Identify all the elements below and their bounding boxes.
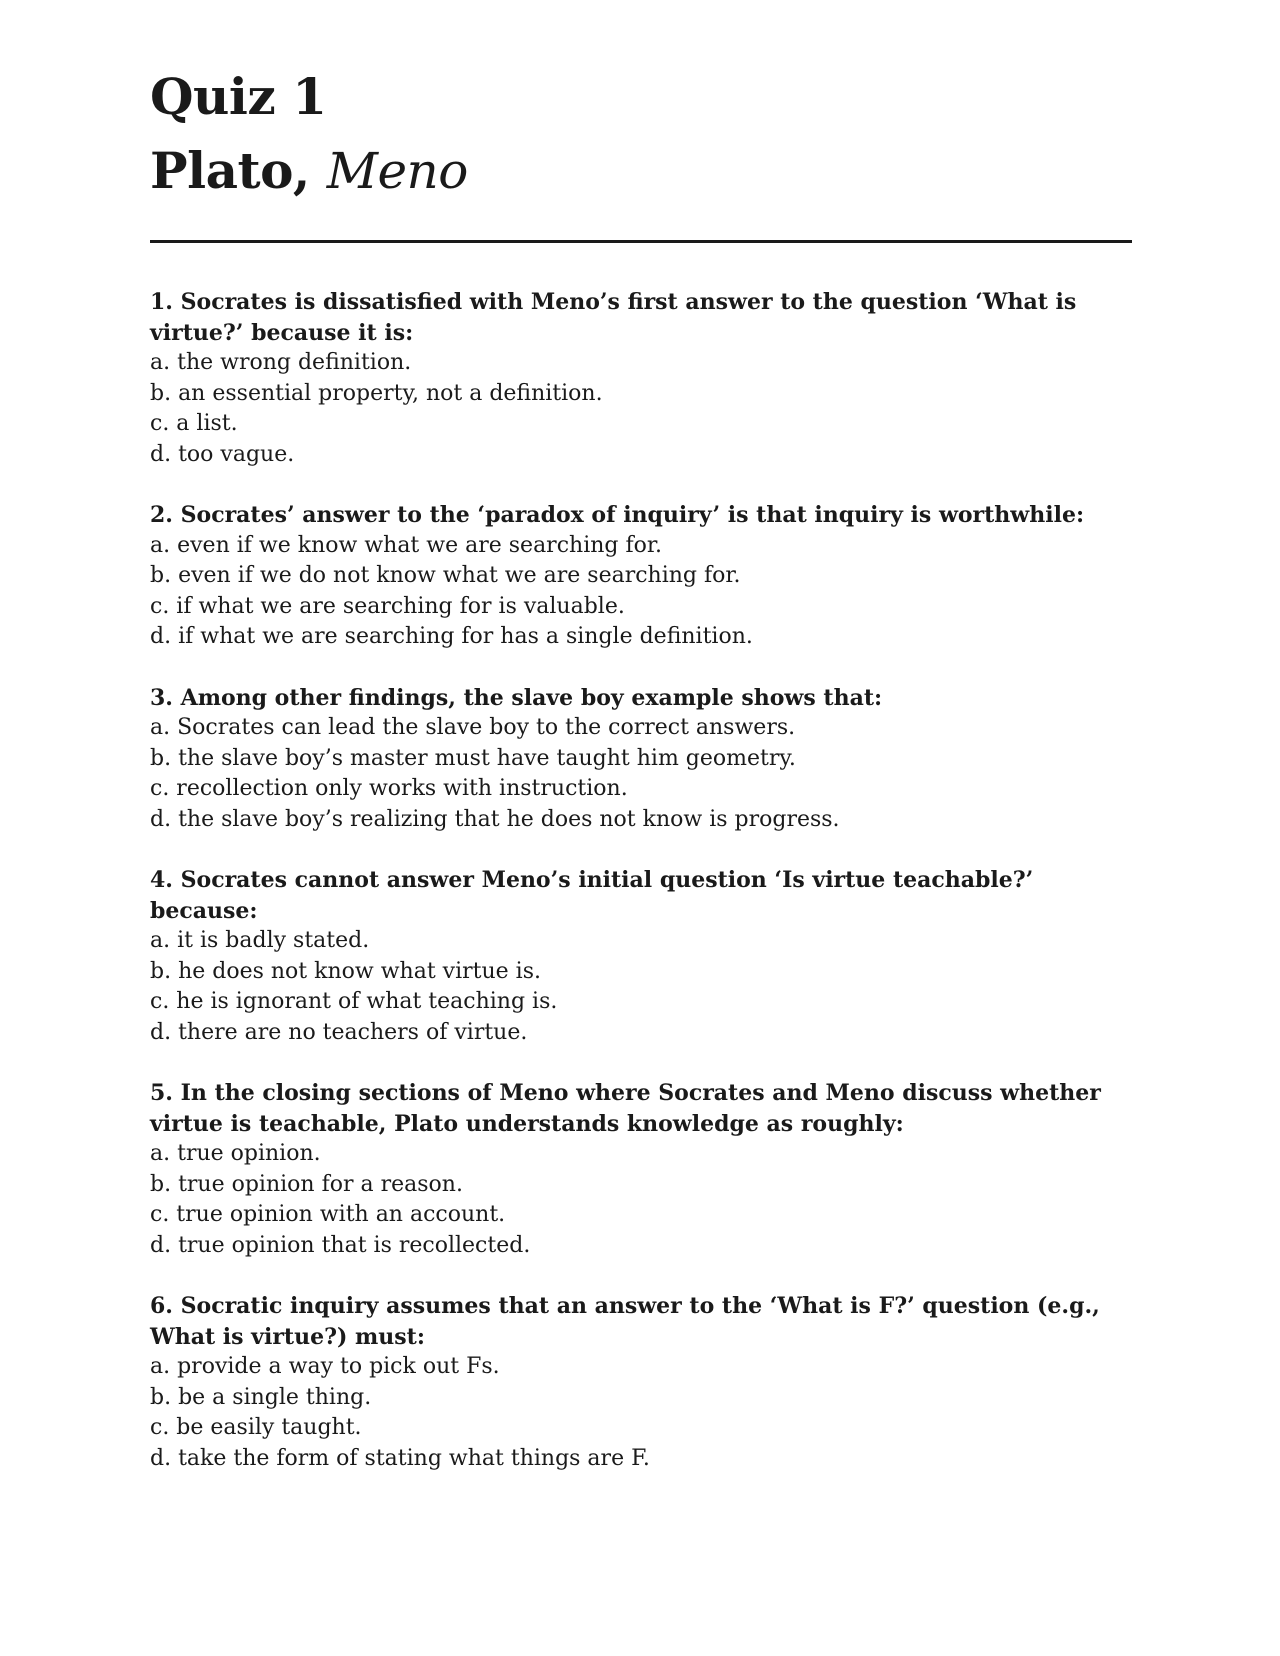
option-c: c. recollection only works with instruction. (150, 776, 628, 801)
option-c: c. true opinion with an account. (150, 1202, 506, 1227)
option-c: c. he is ignorant of what teaching is. (150, 989, 558, 1014)
author-name: Plato, (150, 141, 310, 200)
option-c: c. a list. (150, 411, 238, 436)
question-text: 1. Socrates is dissatisfied with Meno’s first answer to the question ‘What is virtue?’ because it is: (150, 289, 1077, 346)
option-b: b. be a single thing. (150, 1384, 372, 1410)
option-d: d. the slave boy’s realizing that he does not know is progress. (150, 806, 840, 832)
option-d: d. true opinion that is recollected. (150, 1232, 531, 1258)
question-2 (150, 500, 1130, 653)
work-title: Meno (326, 142, 468, 200)
option-a: a. it is badly stated. (150, 928, 370, 953)
option-d: d. too vague. (150, 441, 295, 467)
question-text: 2. Socrates’ answer to the ‘paradox of inquiry’ is that inquiry is worthwhile: (150, 502, 1085, 528)
option-b: b. true opinion for a reason. (150, 1171, 463, 1197)
option-b: b. even if we do not know what we are searching for. (150, 563, 741, 588)
question-4 (150, 865, 1130, 1048)
option-b: b. he does not know what virtue is. (150, 958, 541, 984)
option-a: a. provide a way to pick out Fs. (150, 1354, 500, 1379)
option-b: b. an essential property, not a definition. (150, 380, 603, 406)
option-a: a. the wrong definition. (150, 350, 412, 375)
option-a: a. even if we know what we are searching for. (150, 532, 662, 558)
option-d: d. if what we are searching for has a single definition. (150, 624, 753, 649)
question-text: 6. Socratic inquiry assumes that an answer to the ‘What is F?’ question (e.g., What is virtue?) must: (150, 1293, 1100, 1350)
question-3 (150, 683, 1130, 836)
option-b: b. the slave boy’s master must have taught him geometry. (150, 745, 796, 771)
quiz-subtitle (150, 140, 1130, 202)
option-d: d. take the form of stating what things are F. (150, 1445, 650, 1471)
question-text: 4. Socrates cannot answer Meno’s initial question ‘Is virtue teachable?’ because: (150, 867, 1034, 924)
quiz-title: Quiz 1 (150, 67, 327, 126)
question-6 (150, 1291, 1130, 1474)
question-text: 5. In the closing sections of Meno where Socrates and Meno discuss whether virtue is teachable, Plato understands knowledge as roughly: (150, 1080, 1101, 1137)
question-text: 3. Among other findings, the slave boy example shows that: (150, 684, 883, 711)
question-list (150, 287, 1130, 1474)
quiz-header (150, 0, 1130, 243)
question-1 (150, 287, 1130, 470)
option-a: a. Socrates can lead the slave boy to the correct answers. (150, 715, 796, 740)
header-divider (150, 240, 1132, 243)
option-a: a. true opinion. (150, 1141, 321, 1166)
option-c: c. be easily taught. (150, 1415, 362, 1440)
question-5 (150, 1078, 1130, 1261)
option-c: c. if what we are searching for is valuable. (150, 593, 625, 619)
option-d: d. there are no teachers of virtue. (150, 1019, 528, 1045)
